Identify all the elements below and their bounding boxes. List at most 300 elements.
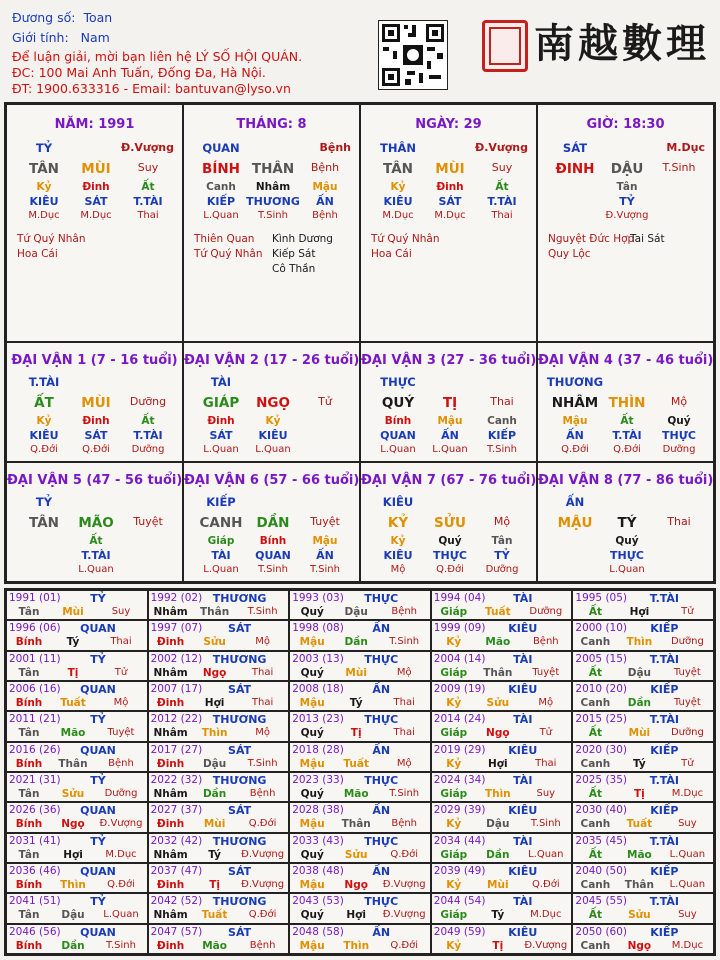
year-branch: Mão [627, 848, 652, 861]
year-god: ẤN [372, 683, 391, 696]
pillar-cell-1 [183, 104, 360, 342]
gender-line [12, 30, 110, 46]
year-phase: Q.Đới [107, 879, 135, 890]
dai-van-phase: Tử [318, 395, 332, 408]
year-phase: Suy [678, 818, 697, 830]
pillar-branch-phase: Suy [491, 161, 513, 174]
hidden-phase: Q.Đới [436, 564, 464, 575]
year-label: 2042 (52) [150, 895, 203, 908]
year-god: TỶ [90, 592, 106, 605]
year-branch: Tý [349, 697, 363, 709]
hidden-god: T.TÀI [612, 429, 642, 442]
year-cell [148, 711, 290, 741]
year-stem: Giáp [440, 848, 468, 861]
year-cell [572, 651, 714, 681]
year-god: TỶ [90, 774, 106, 787]
year-cell [148, 651, 290, 681]
brand-text: 南越數理 [534, 20, 710, 67]
year-cell [572, 772, 714, 802]
year-branch: Tuất [60, 697, 86, 709]
year-stem: Mậu [299, 879, 325, 891]
year-branch: Ngọ [344, 879, 368, 891]
year-label: 2030 (40) [575, 804, 628, 817]
year-stem: Giáp [440, 909, 468, 922]
shen-sha-star: Hoa Cái [17, 248, 58, 260]
dai-van-star: TÀI [210, 375, 232, 389]
year-phase: Bệnh [391, 606, 418, 617]
year-phase: M.Dục [105, 848, 137, 860]
dai-van-cell-7 [360, 462, 537, 582]
hidden-god: TÀI [211, 549, 231, 562]
year-stem: Ất [588, 666, 602, 679]
hidden-phase: L.Quan [432, 444, 468, 455]
dai-van-stem: TÂN [29, 515, 59, 531]
year-stem: Ất [588, 727, 602, 740]
year-branch: Dậu [486, 818, 510, 831]
year-phase: Thai [535, 757, 557, 769]
year-cell [289, 863, 431, 893]
year-branch: Tuất [201, 909, 228, 922]
year-branch: Thân [483, 666, 513, 679]
year-branch: Hợi [487, 757, 508, 770]
owner-name: Toan [83, 10, 113, 25]
year-label: 2040 (50) [575, 865, 628, 877]
hidden-stem: Quý [438, 535, 462, 547]
dai-van-stem: CANH [199, 515, 243, 531]
year-phase: Đ.Vượng [241, 879, 285, 890]
year-god: SÁT [228, 804, 252, 818]
year-god: THƯƠNG [212, 895, 267, 909]
year-label: 2038 (48) [292, 865, 344, 877]
year-stem: Giáp [440, 788, 468, 800]
year-god: KIÊU [508, 865, 538, 878]
brand-calligraphy-logo [534, 12, 710, 69]
pillar-cell-3 [537, 104, 714, 342]
hidden-stem: Quý [615, 535, 639, 547]
dai-van-cell-3 [360, 342, 537, 462]
pillar-branch-phase: Suy [137, 161, 159, 174]
dai-van-cell-4 [537, 342, 714, 462]
year-branch: Hợi [204, 697, 225, 709]
dai-van-title: ĐẠI VẬN 4 (37 - 46 tuổi) [538, 353, 714, 368]
year-label: 2029 (39) [433, 804, 486, 817]
year-stem: Mậu [299, 636, 325, 649]
hidden-stem: Kỷ [36, 181, 52, 193]
year-label: 2044 (54) [433, 895, 486, 908]
year-cell [6, 802, 148, 832]
year-cell [572, 802, 714, 832]
year-phase: Thai [110, 636, 132, 648]
year-stem: Nhâm [153, 909, 188, 922]
year-god: THỰC [364, 592, 399, 605]
year-cell [572, 924, 714, 954]
year-label: 1993 (03) [292, 592, 344, 604]
year-stem: Ất [588, 909, 602, 922]
year-label: 2018 (28) [292, 743, 344, 756]
year-cell [6, 711, 148, 741]
year-label: 2004 (14) [433, 652, 486, 665]
year-god: ẤN [372, 804, 391, 818]
year-phase: L.Quan [103, 909, 139, 921]
hidden-stem: Ất [141, 181, 155, 193]
hidden-phase: T.Sinh [258, 564, 288, 575]
hidden-phase: Q.Đới [561, 444, 589, 455]
year-phase: Bệnh [249, 939, 276, 951]
year-stem: Canh [580, 939, 611, 952]
year-branch: Ngọ [202, 666, 227, 679]
year-branch: Dậu [344, 606, 368, 618]
year-phase: Đ.Vượng [241, 848, 285, 860]
year-label: 2043 (53) [292, 895, 344, 908]
shen-sha-star: Tai Sát [630, 233, 665, 245]
dai-van-star: THƯƠNG [546, 375, 604, 389]
year-stem: Ất [588, 788, 602, 800]
year-cell [148, 833, 290, 863]
year-stem: Quý [300, 666, 324, 679]
year-stem: Kỷ [446, 636, 462, 649]
year-branch: Thìn [484, 788, 511, 800]
year-phase: Mộ [396, 757, 412, 769]
year-cell [148, 590, 290, 620]
dai-van-title: ĐẠI VẬN 3 (27 - 36 tuổi) [361, 353, 537, 368]
hidden-stem: Nhâm [255, 181, 291, 193]
year-branch: Sửu [486, 697, 510, 709]
year-god: T.TÀI [649, 592, 680, 605]
year-branch: Dần [61, 939, 85, 952]
year-label: 2045 (55) [575, 895, 628, 908]
year-branch: Ngọ [61, 818, 85, 831]
shen-sha-star: Quy Lộc [548, 248, 591, 260]
hidden-god: THỰC [662, 429, 696, 442]
dai-van-cell-8 [537, 462, 714, 582]
year-phase: Đ.Vượng [382, 909, 426, 921]
hidden-stem: Ất [620, 415, 634, 427]
year-branch: Thìn [60, 879, 86, 891]
year-phase: Mộ [113, 697, 129, 708]
year-god: THỰC [364, 652, 399, 666]
hidden-god: TỶ [619, 195, 635, 208]
hidden-god: SÁT [209, 429, 233, 442]
year-label: 2002 (12) [150, 652, 203, 665]
year-label: 2016 (26) [9, 743, 61, 756]
year-stem: Nhâm [153, 606, 188, 618]
year-phase: T.Sinh [389, 788, 420, 799]
year-phase: Tử [681, 757, 694, 769]
dai-van-branch: SỬU [434, 515, 466, 531]
year-god: T.TÀI [649, 652, 680, 666]
year-cell [148, 772, 290, 802]
shen-sha-star: Tứ Quý Nhân [194, 248, 263, 260]
year-god: KIẾP [650, 743, 679, 757]
hidden-stem: Kỷ [265, 415, 281, 427]
year-god: T.TÀI [649, 774, 680, 787]
year-stem: Giáp [440, 727, 468, 740]
year-god: T.TÀI [649, 834, 680, 848]
hidden-phase: L.Quan [203, 444, 239, 455]
year-cell [6, 590, 148, 620]
year-branch: Mùi [62, 606, 84, 618]
year-phase: Bệnh [249, 788, 276, 799]
year-cell [289, 833, 431, 863]
dai-van-branch: TÝ [617, 515, 637, 531]
year-cell [289, 711, 431, 741]
year-branch: Dậu [202, 757, 227, 770]
hidden-phase: Q.Đới [30, 444, 58, 455]
year-stem: Kỷ [446, 818, 462, 831]
year-label: 2037 (47) [150, 865, 203, 877]
phone-text: ĐT: 1900.633316 - Email: bantuvan@lyso.vn [12, 81, 291, 96]
year-cell [6, 651, 148, 681]
year-label: 2003 (13) [292, 652, 344, 665]
year-god: ẤN [372, 622, 391, 636]
year-cell [6, 833, 148, 863]
shen-sha-star: Kình Dương [272, 233, 333, 245]
year-phase: Dưỡng [670, 636, 704, 648]
year-label: 2021 (31) [9, 774, 61, 786]
year-god: THỰC [364, 713, 399, 727]
year-cell [148, 893, 290, 923]
hidden-stem: Ất [495, 181, 509, 193]
hidden-god: T.TÀI [133, 195, 163, 208]
year-cell [572, 681, 714, 711]
year-label: 2032 (42) [150, 834, 203, 847]
dai-van-phase: Thai [490, 395, 514, 408]
year-label: 2027 (37) [150, 804, 203, 817]
hidden-god: KIÊU [383, 195, 413, 208]
year-phase: L.Quan [669, 879, 706, 890]
dai-van-cell-6 [183, 462, 360, 582]
year-label: 2023 (33) [292, 774, 344, 786]
year-cell [431, 590, 573, 620]
year-cell [148, 863, 290, 893]
year-stem: Tân [18, 848, 40, 861]
year-branch: Tuất [626, 818, 653, 831]
hidden-god: SÁT [84, 429, 108, 442]
year-phase: Đ.Vượng [382, 879, 426, 890]
year-branch: Dần [202, 788, 227, 800]
year-phase: T.Sinh [247, 757, 278, 769]
pillar-branch: THÂN [251, 161, 295, 177]
year-label: 2011 (21) [9, 713, 61, 726]
pillar-phase-top: Bệnh [319, 141, 351, 154]
year-phase: Mộ [255, 636, 270, 648]
seal-stamp-icon [482, 20, 528, 72]
year-label: 1995 (05) [575, 592, 628, 604]
year-stem: Ất [588, 606, 602, 618]
chart-grid [4, 102, 716, 584]
year-god: THƯƠNG [212, 774, 267, 787]
pillar-branch-phase: T.Sinh [662, 161, 696, 174]
year-branch: Mùi [628, 727, 651, 740]
year-stem: Canh [580, 879, 611, 891]
year-branch: Sửu [628, 909, 651, 922]
year-cell [431, 620, 573, 650]
hidden-god: KIẾP [487, 429, 517, 442]
year-phase: Tuyệt [532, 666, 560, 678]
year-god: QUAN [80, 743, 116, 757]
year-cell [6, 863, 148, 893]
year-god: TỶ [90, 652, 106, 666]
year-label: 1994 (04) [433, 592, 486, 604]
year-stem: Canh [580, 697, 611, 709]
year-god: SÁT [228, 683, 252, 696]
hidden-god: ẤN [441, 429, 459, 442]
year-label: 2026 (36) [9, 804, 61, 817]
dai-van-cell-1 [6, 342, 183, 462]
hidden-stem: Mậu [562, 415, 588, 427]
year-phase: Dưỡng [529, 606, 563, 617]
year-label: 2007 (17) [150, 683, 203, 695]
hidden-stem: Bính [384, 415, 412, 427]
dai-van-star: T.TÀI [28, 375, 60, 389]
hidden-phase: Q.Đới [82, 444, 110, 455]
hidden-god: TỶ [494, 549, 510, 562]
year-god: SÁT [228, 925, 252, 939]
year-cell [289, 893, 431, 923]
year-god: TỶ [90, 895, 106, 909]
year-god: KIÊU [508, 925, 538, 939]
hidden-phase: M.Dục [80, 210, 112, 221]
hidden-phase: L.Quan [203, 564, 239, 575]
hidden-stem: Tân [616, 181, 638, 193]
year-phase: Thai [393, 727, 415, 739]
year-stem: Bính [15, 939, 43, 952]
year-phase: Suy [111, 606, 131, 617]
shen-sha-star: Thiên Quan [194, 233, 255, 245]
year-branch: Mão [60, 727, 86, 740]
year-phase: Thai [251, 666, 274, 678]
pillar-god-star: SÁT [562, 141, 588, 155]
shen-sha-star: Nguyệt Đức Hợp [548, 233, 635, 245]
year-god: TÀI [513, 592, 533, 605]
year-cell [6, 742, 148, 772]
year-label: 2012 (22) [150, 713, 203, 726]
dai-van-title: ĐẠI VẬN 1 (7 - 16 tuổi) [11, 353, 178, 368]
hidden-phase: M.Dục [28, 210, 60, 221]
hidden-god: KIÊU [383, 549, 413, 562]
hidden-god: KIÊU [29, 429, 59, 442]
year-phase: Tử [539, 727, 553, 739]
dai-van-stem: GIÁP [202, 395, 240, 411]
year-phase: Dưỡng [104, 788, 138, 799]
year-stem: Nhâm [153, 727, 188, 740]
year-branch: Tý [208, 848, 221, 861]
hidden-phase: Đ.Vượng [605, 210, 649, 221]
hidden-stem: Quý [667, 415, 691, 427]
dai-van-branch: TỊ [442, 395, 458, 411]
year-phase: Mộ [396, 666, 412, 678]
hidden-phase: Q.Đới [613, 444, 641, 455]
hidden-stem: Canh [487, 415, 517, 427]
year-phase: Suy [678, 909, 697, 921]
year-god: ẤN [372, 743, 391, 757]
year-stem: Kỷ [446, 879, 462, 891]
year-branch: Mùi [345, 666, 367, 679]
qr-code-icon [378, 20, 448, 90]
year-stem: Bính [15, 757, 43, 770]
year-cell [572, 711, 714, 741]
year-god: THƯƠNG [212, 592, 267, 605]
gender-label: Giới tính: [12, 30, 69, 45]
year-stem: Quý [300, 727, 324, 740]
year-god: TÀI [513, 713, 533, 727]
year-label: 2028 (38) [292, 804, 344, 817]
pillar-cell-2 [360, 104, 537, 342]
year-branch: Thân [58, 757, 88, 770]
pillar-stem: TÂN [383, 161, 413, 177]
year-branch: Tị [492, 939, 504, 952]
year-branch: Hợi [346, 909, 366, 922]
hidden-phase: Dưỡng [662, 444, 696, 455]
year-label: 1996 (06) [9, 622, 61, 635]
year-label: 2048 (58) [292, 925, 344, 938]
owner-label: Đương số: [12, 10, 76, 25]
year-stem: Mậu [299, 939, 325, 952]
year-phase: Thai [251, 697, 274, 708]
year-label: 2009 (19) [433, 683, 486, 695]
year-god: KIẾP [650, 622, 679, 636]
year-cell [6, 893, 148, 923]
year-stem: Kỷ [446, 757, 462, 770]
year-label: 2015 (25) [575, 713, 628, 726]
year-god: TÀI [513, 652, 533, 666]
year-cell [289, 772, 431, 802]
year-label: 2005 (15) [575, 652, 628, 665]
year-stem: Đinh [156, 879, 185, 891]
hidden-phase: L.Quan [380, 444, 416, 455]
hidden-phase: M.Dục [434, 210, 466, 221]
year-label: 2046 (56) [9, 925, 61, 938]
annual-grid [4, 588, 716, 956]
hidden-god: THỰC [433, 549, 467, 562]
dai-van-title: ĐẠI VẬN 8 (77 - 86 tuổi) [538, 473, 714, 488]
year-branch: Sửu [344, 848, 368, 861]
year-stem: Đinh [156, 818, 185, 831]
year-god: QUAN [80, 683, 116, 696]
dai-van-title: ĐẠI VẬN 7 (67 - 76 tuổi) [361, 473, 537, 488]
year-stem: Mậu [299, 757, 325, 770]
hidden-stem: Tân [491, 535, 513, 547]
year-god: T.TÀI [649, 713, 680, 727]
year-cell [572, 893, 714, 923]
year-label: 2034 (44) [433, 834, 486, 847]
pillar-stem: ĐINH [555, 161, 595, 177]
hidden-stem: Bính [259, 535, 287, 547]
year-branch: Mão [202, 939, 227, 952]
year-branch: Mùi [487, 879, 509, 891]
year-cell [431, 924, 573, 954]
hidden-stem: Đinh [82, 415, 110, 427]
year-cell [148, 924, 290, 954]
hidden-phase: L.Quan [203, 210, 239, 221]
year-god: TÀI [513, 895, 533, 909]
year-cell [572, 620, 714, 650]
year-cell [572, 863, 714, 893]
year-stem: Nhâm [153, 848, 188, 861]
year-branch: Thân [199, 606, 230, 618]
dai-van-branch: THÌN [608, 395, 646, 411]
year-stem: Đinh [156, 697, 185, 709]
year-branch: Ngọ [627, 939, 652, 952]
year-label: 2041 (51) [9, 895, 61, 908]
year-phase: M.Dục [671, 788, 704, 799]
dai-van-phase: Dưỡng [129, 395, 167, 408]
year-label: 2035 (45) [575, 834, 628, 847]
pillar-title: NĂM: 1991 [54, 117, 135, 132]
year-phase: Đ.Vượng [524, 939, 568, 951]
year-cell [289, 742, 431, 772]
year-label: 2010 (20) [575, 683, 628, 695]
